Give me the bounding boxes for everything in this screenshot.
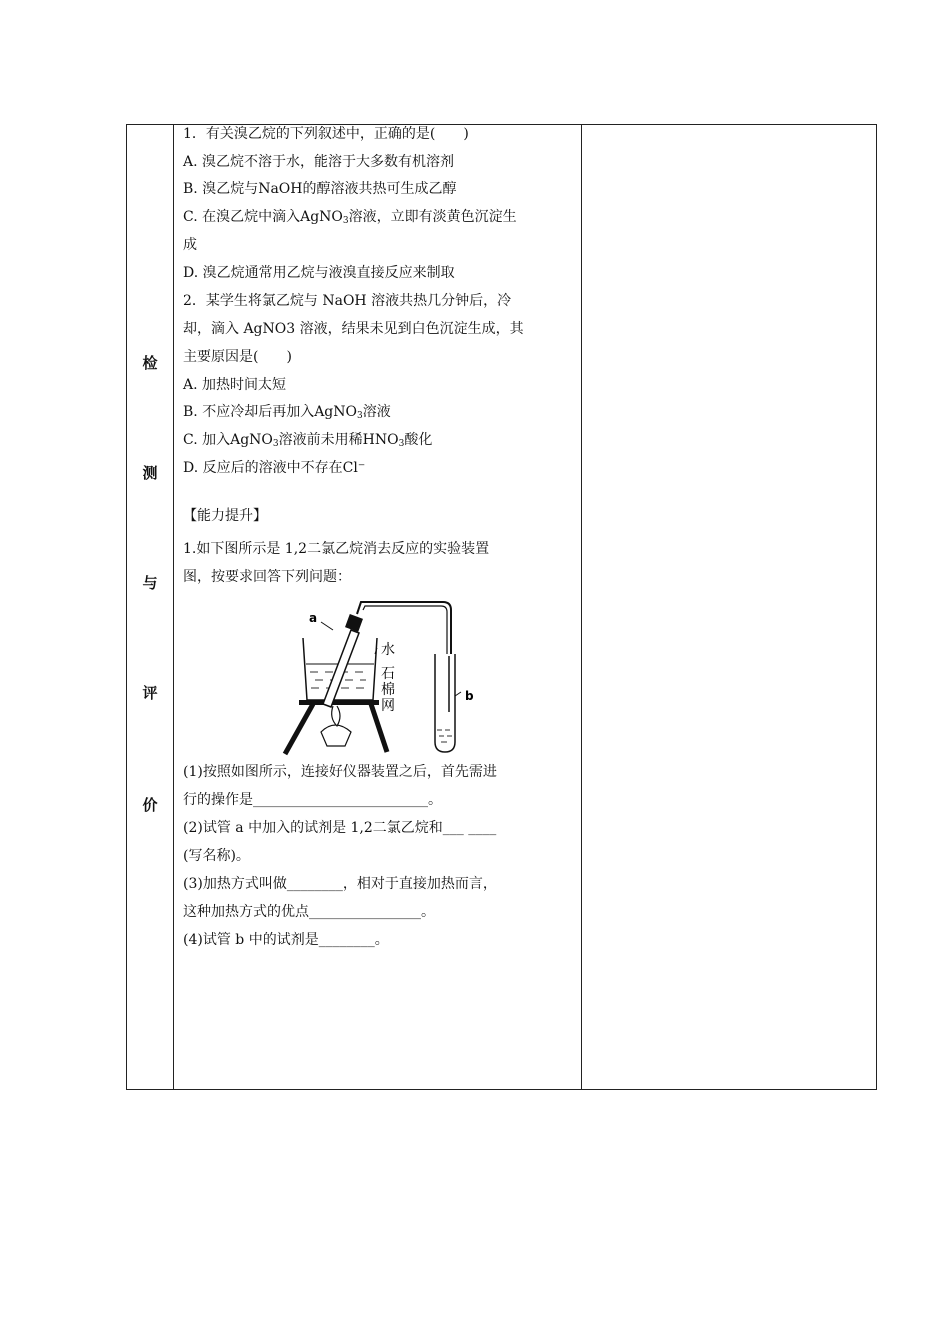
apparatus-diagram bbox=[275, 596, 495, 756]
stand-leg bbox=[285, 704, 313, 754]
subq-1b: 行的操作是_________________________。 bbox=[183, 792, 442, 808]
ability-heading: 【能力提升】 bbox=[183, 508, 267, 524]
subq-3a: (3)加热方式叫做________，相对于直接加热而言， bbox=[183, 876, 497, 892]
subq-2a: (2)试管 a 中加入的试剂是 1,2二氯乙烷和___ ____ bbox=[183, 820, 497, 836]
label-mesh-char: 石 bbox=[381, 666, 395, 682]
label-b: b bbox=[465, 689, 474, 703]
test-tube-a bbox=[323, 630, 359, 707]
alcohol-lamp bbox=[321, 725, 351, 746]
q2-stem-2: 却，滴入 AgNO3 溶液，结果未见到白色沉淀生成，其 bbox=[183, 321, 524, 337]
q2-stem-1: 2．某学生将氯乙烷与 NaOH 溶液共热几分钟后，冷 bbox=[183, 293, 512, 309]
q1-option-c: C. 在溴乙烷中滴入AgNO$_3$溶液，立即有淡黄色沉淀生 bbox=[183, 209, 517, 226]
column-divider-right bbox=[581, 124, 582, 1090]
side-label-char: 与 bbox=[142, 574, 158, 592]
q1-option-a: A. 溴乙烷不溶于水，能溶于大多数有机溶剂 bbox=[183, 154, 455, 170]
side-label-char: 评 bbox=[142, 684, 158, 702]
label-water: 水 bbox=[381, 642, 395, 658]
q1-option-b: B. 溴乙烷与NaOH的醇溶液共热可生成乙醇 bbox=[183, 181, 457, 197]
q2-option-c: C. 加入AgNO$_3$溶液前未用稀$HNO_3$酸化 bbox=[183, 432, 433, 449]
stopper bbox=[345, 614, 363, 632]
side-label-char: 检 bbox=[142, 354, 158, 372]
leader-b bbox=[455, 692, 461, 696]
q2-option-d: D. 反应后的溶液中不存在Cl⁻ bbox=[183, 460, 366, 476]
q2-option-a: A. 加热时间太短 bbox=[183, 377, 287, 393]
subq-4: (4)试管 b 中的试剂是________。 bbox=[183, 932, 389, 948]
column-divider-left bbox=[173, 124, 174, 1090]
label-mesh-char: 网 bbox=[381, 698, 395, 714]
q1-option-c-cont: 成 bbox=[183, 237, 197, 253]
q2-stem-3: 主要原因是( ) bbox=[183, 349, 292, 365]
q1-stem: 1．有关溴乙烷的下列叙述中，正确的是( ) bbox=[183, 126, 469, 142]
subq-3b: 这种加热方式的优点________________。 bbox=[183, 904, 435, 920]
leader-a bbox=[321, 622, 333, 630]
label-mesh-char: 棉 bbox=[381, 682, 395, 698]
q1-option-d: D. 溴乙烷通常用乙烷与液溴直接反应来制取 bbox=[183, 265, 455, 281]
subq-2b: (写名称)。 bbox=[183, 848, 250, 864]
subq-1a: (1)按照如图所示，连接好仪器装置之后，首先需进 bbox=[183, 764, 497, 780]
ability-stem-1: 1.如下图所示是 1,2二氯乙烷消去反应的实验装置 bbox=[183, 541, 490, 557]
flame bbox=[332, 706, 340, 726]
side-label-char: 测 bbox=[142, 464, 158, 482]
ability-stem-2: 图，按要求回答下列问题： bbox=[183, 569, 351, 585]
test-tube-b bbox=[435, 654, 455, 752]
side-label-char: 价 bbox=[142, 796, 158, 814]
q2-option-b: B. 不应冷却后再加入AgNO$_3$溶液 bbox=[183, 404, 391, 421]
label-a: a bbox=[309, 611, 318, 625]
